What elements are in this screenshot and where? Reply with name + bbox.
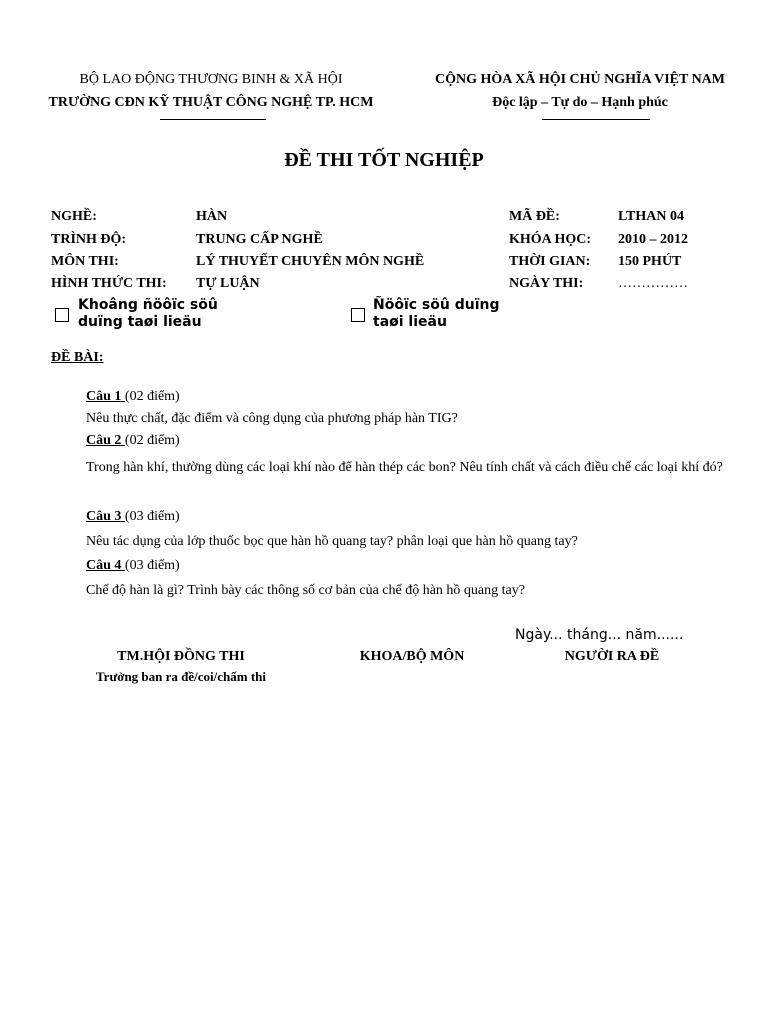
ministry-name: BỘ LAO ĐỘNG THƯƠNG BINH & XÃ HỘI [79,72,343,87]
question-4-heading [86,558,180,574]
info-value-duration: 150 PHÚT [618,254,682,269]
author-title: NGƯỜI RA ĐỀ [564,649,660,664]
info-value-level: TRUNG CẤP NGHỀ [196,232,323,247]
question-1-points: (02 điểm) [124,389,180,404]
info-label-subject: MÔN THI: [51,254,119,269]
info-value-code: LTHAN 04 [618,209,685,224]
info-label-exam-date: NGÀY THI: [509,276,584,291]
info-label-course: KHÓA HỌC: [509,232,592,247]
question-2-label: Câu 2 [86,433,125,448]
info-label-trade: NGHỀ: [51,209,97,224]
question-4-text: Chế độ hàn là gì? Trình bày các thông số cơ bản của chế độ hàn hồ quang tay? [86,583,525,598]
question-1-label: Câu 1 [86,389,125,404]
info-value-exam-date: …………… [618,276,688,291]
info-label-code: MÃ ĐỀ: [509,209,560,224]
info-value-format: TỰ LUẬN [196,276,260,291]
question-1-heading [86,389,180,405]
materials-allowed-checkbox[interactable] [351,308,365,322]
council-title: TM.HỘI ĐỒNG THI [117,649,245,664]
question-2-text: Trong hàn khí, thường dùng các loại khí nào để hàn thép các bon? Nêu tính chất và cách điều chế các loại khí đó? [86,460,723,475]
info-label-duration: THỜI GIAN: [509,254,591,269]
republic-name: CỘNG HÒA XÃ HỘI CHỦ NGHĨA VIỆT NAM [434,72,725,87]
header-left-underline [160,119,266,120]
school-name: TRƯỜNG CĐN KỸ THUẬT CÔNG NGHỆ TP. HCM [48,95,374,110]
no-materials-checkbox[interactable] [55,308,69,322]
question-2-heading [86,433,180,449]
question-2-points: (02 điểm) [124,433,180,448]
info-value-trade: HÀN [196,209,228,224]
question-1-text: Nêu thực chất, đặc điểm và công dụng của phương pháp hàn TIG? [86,411,458,426]
council-subtitle: Trưởng ban ra đề/coi/chấm thi [95,669,267,684]
date-line: Ngày... tháng... năm...... [515,627,684,643]
info-label-level: TRÌNH ĐỘ: [51,232,127,247]
question-3-label: Câu 3 [86,509,125,524]
national-motto: Độc lập – Tự do – Hạnh phúc [492,95,668,110]
question-4-label: Câu 4 [86,558,125,573]
exam-title: ĐỀ THI TỐT NGHIỆP [284,149,484,171]
section-heading: ĐỀ BÀI: [51,350,104,365]
no-materials-label: Khoâng ñöôïc söû duïng taøi lieäu [78,297,218,330]
materials-allowed-label: Ñöôïc söû duïng taøi lieäu [373,297,500,330]
department-title: KHOA/BỘ MÔN [359,649,465,664]
info-value-course: 2010 – 2012 [618,232,688,247]
question-3-points: (03 điểm) [124,509,180,524]
info-value-subject: LÝ THUYẾT CHUYÊN MÔN NGHỀ [196,254,425,269]
question-3-text: Nêu tác dụng của lớp thuốc bọc que hàn hồ quang tay? phân loại que hàn hồ quang tay? [86,534,578,549]
question-3-heading [86,509,180,525]
question-4-points: (03 điểm) [124,558,180,573]
header-right-underline [542,119,650,120]
info-label-format: HÌNH THỨC THI: [51,276,167,291]
